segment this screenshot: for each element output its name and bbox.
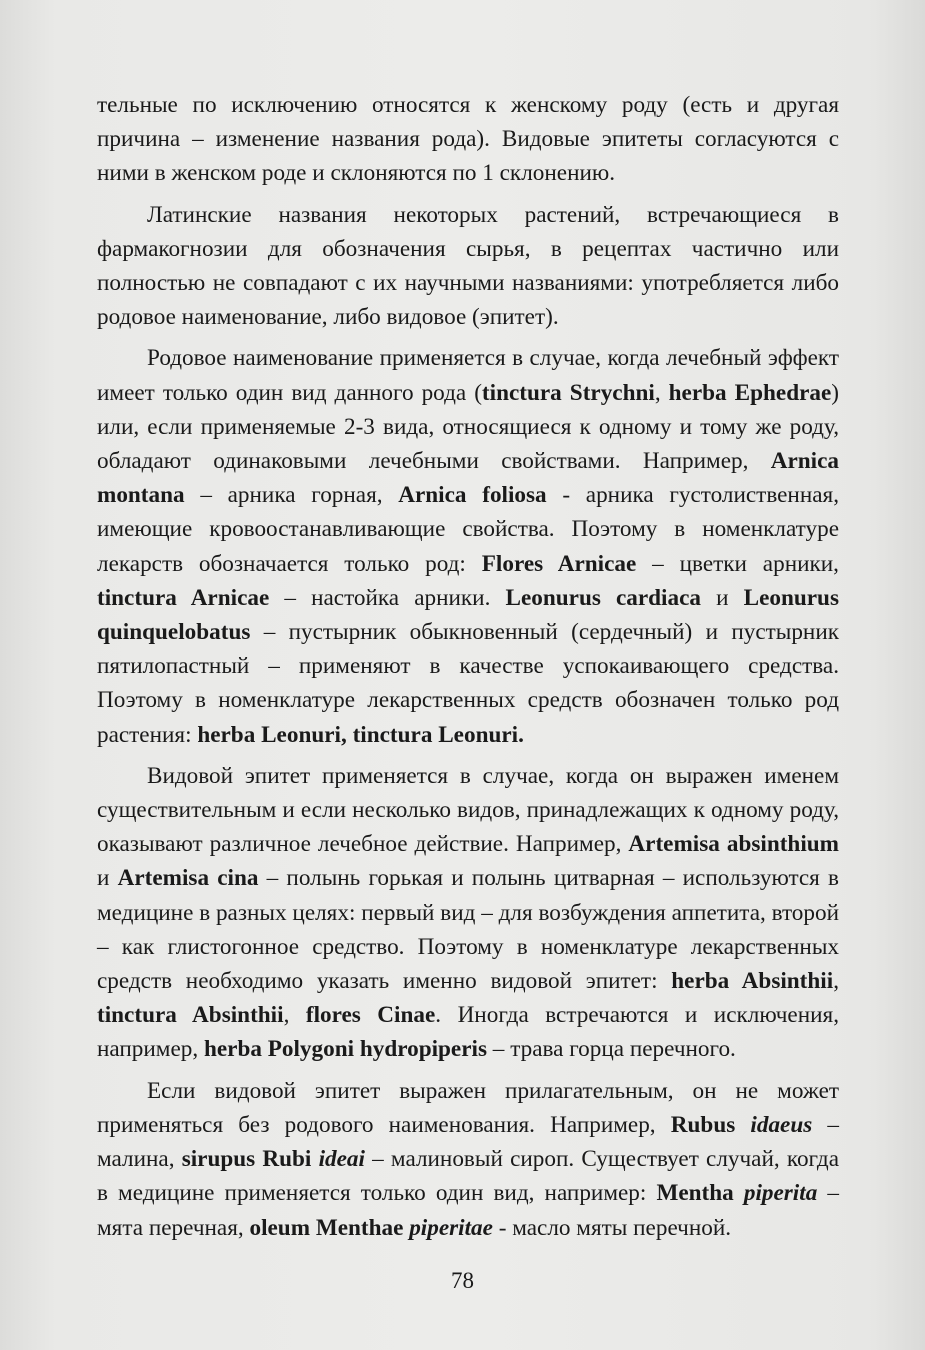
latin-term: piperita bbox=[743, 1180, 818, 1207]
text-run: - арника густолиственная, имеющие кровоостанавливающие свойства. Поэтому в номенклатуре лекарств обозначается только род: bbox=[97, 482, 839, 577]
latin-term: piperitae bbox=[409, 1214, 493, 1241]
paragraph bbox=[97, 759, 839, 1067]
text-run: ) или, если применяемые 2-3 вида, относящиеся к одному и тому же роду, обладают одинаковыми лечебными свойствами. Например, bbox=[97, 379, 840, 475]
text-run: Если видовой эпитет выражен прилагательным, он не может применяться без родового наименования. Например, bbox=[97, 1077, 839, 1138]
latin-term: herba Polygoni hydropiperis bbox=[203, 1036, 487, 1063]
latin-term: Leonurus quinquelobatus bbox=[97, 584, 839, 646]
latin-term: sirupus Rubi bbox=[181, 1146, 312, 1173]
text-run: Видовой эпитет применяется в случае, когда он выражен именем существительным и если несколько видов, принадлежащих к одному роду, оказывают различное лечебное действие. Например, bbox=[97, 762, 839, 858]
paragraph bbox=[97, 88, 839, 191]
latin-term: ideai bbox=[318, 1146, 365, 1173]
latin-term: Flores Arnicae bbox=[481, 550, 637, 577]
text-run: - масло мяты перечной. bbox=[492, 1214, 732, 1241]
latin-term: flores Cinae bbox=[305, 1002, 436, 1029]
text-run: – малина, bbox=[97, 1111, 840, 1173]
text-run: – малиновый сироп. Существует случай, когда в медицине применяется только один вид, например: bbox=[97, 1146, 840, 1207]
text-run: – мята перечная, bbox=[97, 1180, 839, 1241]
latin-term: tinctura Arnicae bbox=[97, 584, 270, 611]
latin-term: Rubus bbox=[670, 1111, 736, 1138]
text-run: Латинские названия некоторых растений, встречающиеся в фармакогнозии для обозначения сырья, в рецептах частично или полностью не совпадают с их научными названиями: употребляется либо родовое наименование, либо видовое (эпитет). bbox=[97, 201, 839, 331]
text-run bbox=[734, 1180, 744, 1206]
text-run: . Иногда встречаются и исключения, например, bbox=[97, 1002, 840, 1063]
latin-term: herba Absinthii bbox=[671, 968, 834, 995]
text-run: – настойка арники. bbox=[269, 584, 506, 611]
text-run: – цветки арники, bbox=[636, 550, 839, 577]
latin-term: Mentha bbox=[656, 1180, 734, 1207]
latin-term: tinctura Absinthii bbox=[97, 1002, 284, 1029]
body-text bbox=[97, 88, 839, 1245]
latin-term: Leonurus cardiaca bbox=[505, 584, 701, 611]
page-number: 78 bbox=[451, 1268, 474, 1293]
latin-term: tinctura Strychni bbox=[481, 379, 655, 406]
latin-term: herba Leonuri, tinctura Leonuri. bbox=[197, 721, 524, 748]
text-run: – пустырник обыкновенный (сердечный) и пустырник пятилопастный – применяют в качестве успокаивающего средства. Поэтому в номенклатуре лекарственных средств обозначен только род растения: bbox=[97, 619, 839, 748]
paragraph bbox=[97, 1074, 839, 1245]
text-run: Родовое наименование применяется в случае, когда лечебный эффект имеет только один вид данного рода ( bbox=[97, 345, 839, 406]
latin-term: oleum Menthae bbox=[249, 1214, 404, 1241]
latin-term: Arnica montana bbox=[97, 448, 839, 509]
text-run: , bbox=[654, 379, 669, 406]
text-run: тельные по исключению относятся к женскому роду (есть и другая причина – изменение названия рода). Видовые эпитеты согласуются с ними в женском роде и склоняются по 1 склонению. bbox=[97, 92, 839, 187]
latin-term: idaeus bbox=[750, 1111, 813, 1138]
text-run: и bbox=[700, 584, 744, 611]
text-run: , bbox=[283, 1002, 306, 1029]
text-run: – трава горца перечного. bbox=[487, 1036, 736, 1063]
latin-term: herba Ephedrae bbox=[668, 379, 832, 406]
latin-term: Arnica foliosa bbox=[398, 482, 547, 509]
text-run: – арника горная, bbox=[184, 482, 399, 509]
text-run: , bbox=[833, 968, 839, 995]
text-run bbox=[735, 1112, 750, 1138]
text-run bbox=[311, 1146, 318, 1172]
latin-term: Artemisa absinthium bbox=[628, 831, 839, 858]
text-run: – полынь горькая и полынь цитварная – используются в медицине в разных целях: первый вид – для возбуждения аппетита, второй – как глистогонное средство. Поэтому в номенклатуре лекарственных средств необходимо указать именно видовой эпитет: bbox=[97, 865, 839, 995]
paragraph bbox=[97, 341, 839, 751]
latin-term: Artemisa cina bbox=[117, 865, 259, 892]
paragraph bbox=[97, 198, 839, 335]
text-run: и bbox=[97, 865, 118, 892]
